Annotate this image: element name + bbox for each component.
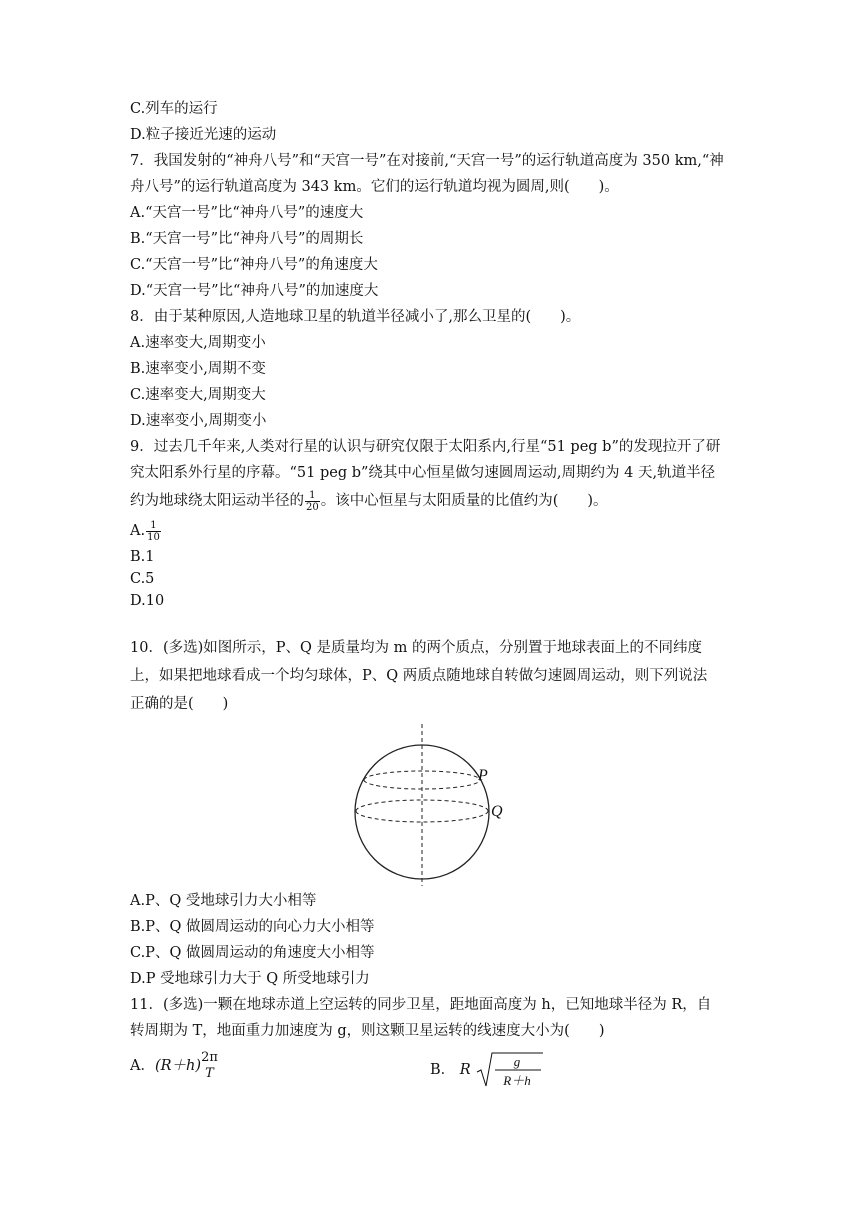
options-row [130, 1044, 740, 1094]
question-9 [130, 434, 740, 612]
question-stem: 转周期为 T，地面重力加速度为 g，则这颗卫星运转的线速度大小为( ) [130, 1023, 605, 1039]
option-label: B． [430, 1062, 456, 1078]
fraction-numerator: 1 [305, 490, 320, 502]
fraction [201, 1050, 218, 1082]
option-a: A.“天宫一号”比“神舟八号”的速度大 [130, 205, 364, 221]
option-b [430, 1050, 545, 1090]
question-stem: 究太阳系外行星的序幕。“51 peg b”绕其中心恒星做匀速圆周运动,周期约为 4 天,轨道半径 [130, 465, 716, 481]
fraction-denominator: 20 [306, 501, 319, 513]
earth-diagram [130, 724, 740, 884]
fraction [305, 490, 320, 513]
option-a [130, 1050, 218, 1082]
question-stem: 11．(多选)一颗在地球赤道上空运转的同步卫星，距地面高度为 h，已知地球半径为 R，自 [130, 997, 712, 1013]
option-b: B.“天宫一号”比“神舟八号”的周期长 [130, 231, 364, 247]
question-7 [130, 148, 740, 304]
option-c: C.P、Q 做圆周运动的角速度大小相等 [130, 945, 375, 961]
fraction [146, 520, 161, 543]
option-label: A． [130, 1058, 155, 1074]
expression: R [459, 1062, 471, 1078]
question-stem: 舟八号”的运行轨道高度为 343 km。它们的运行轨道均视为圆周,则( )。 [130, 179, 619, 195]
question-stem: 9．过去几千年来,人类对行星的认识与研究仅限于太阳系内,行星“51 peg b”的发现拉开了研 [130, 439, 721, 455]
option-d: D.“天宫一号”比“神舟八号”的加速度大 [130, 283, 379, 299]
question-stem: 正确的是( ) [130, 696, 229, 712]
fraction-numerator: 2π [201, 1050, 218, 1065]
option-b: B.P、Q 做圆周运动的向心力大小相等 [130, 919, 375, 935]
option-b: B.1 [130, 549, 155, 565]
document-page [130, 96, 740, 1094]
option-d: D.10 [130, 593, 165, 609]
question-10 [130, 634, 740, 992]
option-c: C.速率变大,周期变大 [130, 387, 266, 403]
option-line: C.列车的运行 [130, 101, 218, 117]
question-stem: 10．(多选)如图所示，P、Q 是质量均为 m 的两个质点，分别置于地球表面上的不同纬度 [130, 640, 702, 656]
question-stem: 7．我国发射的“神舟八号”和“天宫一号”在对接前,“天宫一号”的运行轨道高度为 350 km,“神 [130, 153, 724, 169]
question-8 [130, 304, 740, 434]
fraction-denominator: R＋h [503, 1073, 532, 1088]
sphere-figure [130, 724, 740, 889]
label-q: Q [491, 803, 503, 820]
option-line: D.粒子接近光速的运动 [130, 127, 277, 143]
option-label: A. [130, 523, 146, 539]
label-p: P [478, 767, 488, 784]
option-a: A.P、Q 受地球引力大小相等 [130, 893, 317, 909]
sqrt-expression [475, 1050, 545, 1090]
option-a [130, 516, 740, 546]
expression: (R＋h) [154, 1058, 202, 1074]
option-d: D.速率变小,周期变小 [130, 413, 267, 429]
stem-text: 。该中心恒星与太阳质量的比值约为( )。 [320, 493, 608, 509]
option-c: C.“天宫一号”比“神舟八号”的角速度大 [130, 257, 378, 273]
question-stem: 8．由于某种原因,人造地球卫星的轨道半径减小了,那么卫星的( )。 [130, 309, 581, 325]
fraction-numerator: g [514, 1054, 521, 1069]
fraction-numerator: 1 [146, 520, 161, 532]
stem-text: 约为地球绕太阳运动半径的 [130, 493, 304, 509]
spacer [130, 612, 740, 634]
fraction-denominator: T [205, 1066, 214, 1081]
option-c: C.5 [130, 571, 155, 587]
option-b: B.速率变小,周期不变 [130, 361, 266, 377]
question-stem [130, 486, 740, 516]
question-stem: 上，如果把地球看成一个均匀球体，P、Q 两质点随地球自转做匀速圆周运动，则下列说法 [130, 668, 708, 684]
fraction-denominator: 10 [147, 531, 160, 543]
option-d: D.P 受地球引力大于 Q 所受地球引力 [130, 971, 370, 987]
option-a: A.速率变大,周期变小 [130, 335, 266, 351]
question-11 [130, 992, 740, 1094]
